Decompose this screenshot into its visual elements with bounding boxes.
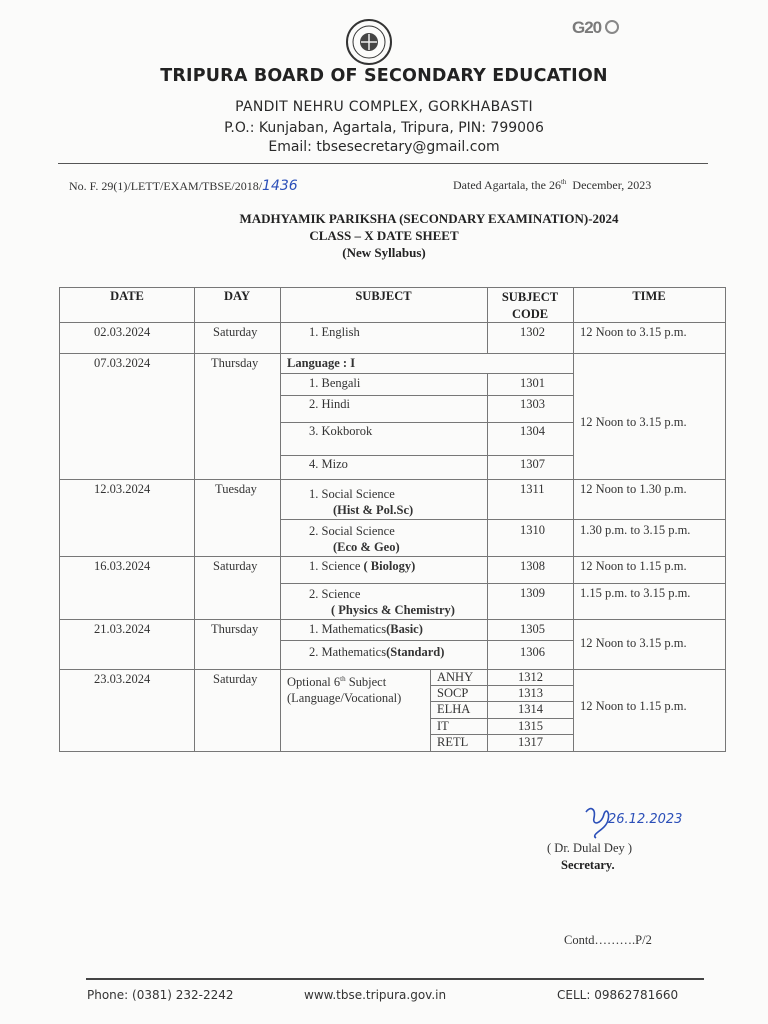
subject-abbr: ANHY	[437, 670, 474, 684]
time-cell: 1.30 p.m. to 3.15 p.m.	[580, 523, 691, 537]
handwritten-ref-number: 1436	[262, 178, 298, 194]
optional-subject-label: Optional 6th Subject (Language/Vocational)	[287, 675, 402, 706]
subject-cell: 2. Social Science (Eco & Geo)	[309, 524, 400, 554]
board-emblem-logo	[345, 18, 393, 66]
email-line: Email: tbsesecretary@gmail.com	[268, 139, 500, 155]
subject-cell: 1. Social Science (Hist & Pol.Sc)	[309, 487, 414, 517]
code-cell: 1310	[520, 523, 545, 537]
day-cell: Tuesday	[215, 482, 257, 496]
footer-cell: CELL: 09862781660	[557, 988, 679, 1002]
date-cell: 07.03.2024	[94, 356, 151, 370]
day-cell: Thursday	[211, 356, 259, 370]
g20-logo: G20	[572, 18, 634, 50]
time-cell: 12 Noon to 1.30 p.m.	[580, 482, 687, 496]
subject-group-label: Language : I	[287, 356, 356, 370]
continued-note: Contd……….P/2	[564, 933, 652, 947]
code-cell: 1301	[520, 376, 545, 390]
code-cell: 1309	[520, 586, 545, 600]
code-cell: 1317	[518, 735, 543, 749]
address-line-2: P.O.: Kunjaban, Agartala, Tripura, PIN: 799006	[224, 120, 544, 136]
code-cell: 1302	[520, 325, 545, 339]
code-cell: 1311	[520, 482, 545, 496]
handwritten-signature-date: 26.12.2023	[608, 812, 683, 827]
subject-cell: 3. Kokborok	[309, 424, 373, 438]
time-cell: 12 Noon to 3.15 p.m.	[580, 325, 687, 339]
header-subject: SUBJECT	[355, 289, 412, 303]
code-cell: 1314	[518, 702, 543, 716]
date-cell: 12.03.2024	[94, 482, 151, 496]
header-time: TIME	[632, 289, 666, 303]
header-divider	[58, 163, 708, 164]
subject-cell: 2. Science ( Physics & Chemistry)	[309, 587, 455, 617]
subject-cell: 1. Bengali	[309, 376, 361, 390]
subject-abbr: SOCP	[437, 686, 469, 700]
subject-cell: 1. English	[309, 325, 360, 339]
code-cell: 1303	[520, 397, 545, 411]
address-line-1: PANDIT NEHRU COMPLEX, GORKHABASTI	[235, 99, 533, 115]
day-cell: Saturday	[213, 672, 258, 686]
subject-cell: 4. Mizo	[309, 457, 348, 471]
subject-abbr: RETL	[437, 735, 469, 749]
exam-syllabus-note: (New Syllabus)	[342, 245, 426, 260]
date-sheet-table	[59, 287, 726, 752]
code-cell: 1315	[518, 719, 543, 733]
header-subject-code: SUBJECT CODE	[501, 290, 559, 321]
date-cell: 02.03.2024	[94, 325, 151, 339]
code-cell: 1307	[520, 457, 545, 471]
dated-line: Dated Agartala, the 26th December, 2023	[453, 178, 652, 192]
day-cell: Saturday	[213, 325, 258, 339]
date-cell: 23.03.2024	[94, 672, 151, 686]
signatory-title: Secretary.	[561, 858, 615, 872]
exam-title: MADHYAMIK PARIKSHA (SECONDARY EXAMINATION)-2024	[239, 211, 619, 226]
time-cell: 1.15 p.m. to 3.15 p.m.	[580, 586, 691, 600]
reference-number: No. F. 29(1)/LETT/EXAM/TBSE/2018/1436	[69, 178, 298, 194]
subject-cell: 2. Mathematics(Standard)	[309, 645, 445, 659]
signatory-name: ( Dr. Dulal Dey )	[547, 841, 633, 855]
time-cell: 12 Noon to 1.15 p.m.	[580, 559, 687, 573]
organization-title: TRIPURA BOARD OF SECONDARY EDUCATION	[160, 66, 608, 86]
date-cell: 16.03.2024	[94, 559, 151, 573]
exam-class-title: CLASS – X DATE SHEET	[309, 228, 459, 243]
subject-cell: 1. Science ( Biology)	[309, 559, 416, 573]
code-cell: 1304	[520, 424, 545, 438]
time-cell: 12 Noon to 1.15 p.m.	[580, 699, 687, 713]
day-cell: Thursday	[211, 622, 259, 636]
date-cell: 21.03.2024	[94, 622, 151, 636]
header-day: DAY	[224, 289, 250, 303]
code-cell: 1308	[520, 559, 545, 573]
footer-divider	[86, 978, 704, 980]
code-cell: 1313	[518, 686, 543, 700]
globe-icon	[605, 20, 619, 34]
subject-cell: 2. Hindi	[309, 397, 350, 411]
code-cell: 1312	[518, 670, 543, 684]
header-date: DATE	[110, 289, 144, 303]
footer-phone: Phone: (0381) 232-2242	[87, 988, 234, 1002]
subject-abbr: IT	[437, 719, 449, 733]
time-cell: 12 Noon to 3.15 p.m.	[580, 636, 687, 650]
day-cell: Saturday	[213, 559, 258, 573]
code-cell: 1306	[520, 645, 545, 659]
subject-abbr: ELHA	[437, 702, 471, 716]
code-cell: 1305	[520, 622, 545, 636]
time-cell: 12 Noon to 3.15 p.m.	[580, 415, 687, 429]
subject-cell: 1. Mathematics(Basic)	[309, 622, 423, 636]
footer-website[interactable]: www.tbse.tripura.gov.in	[304, 988, 447, 1002]
